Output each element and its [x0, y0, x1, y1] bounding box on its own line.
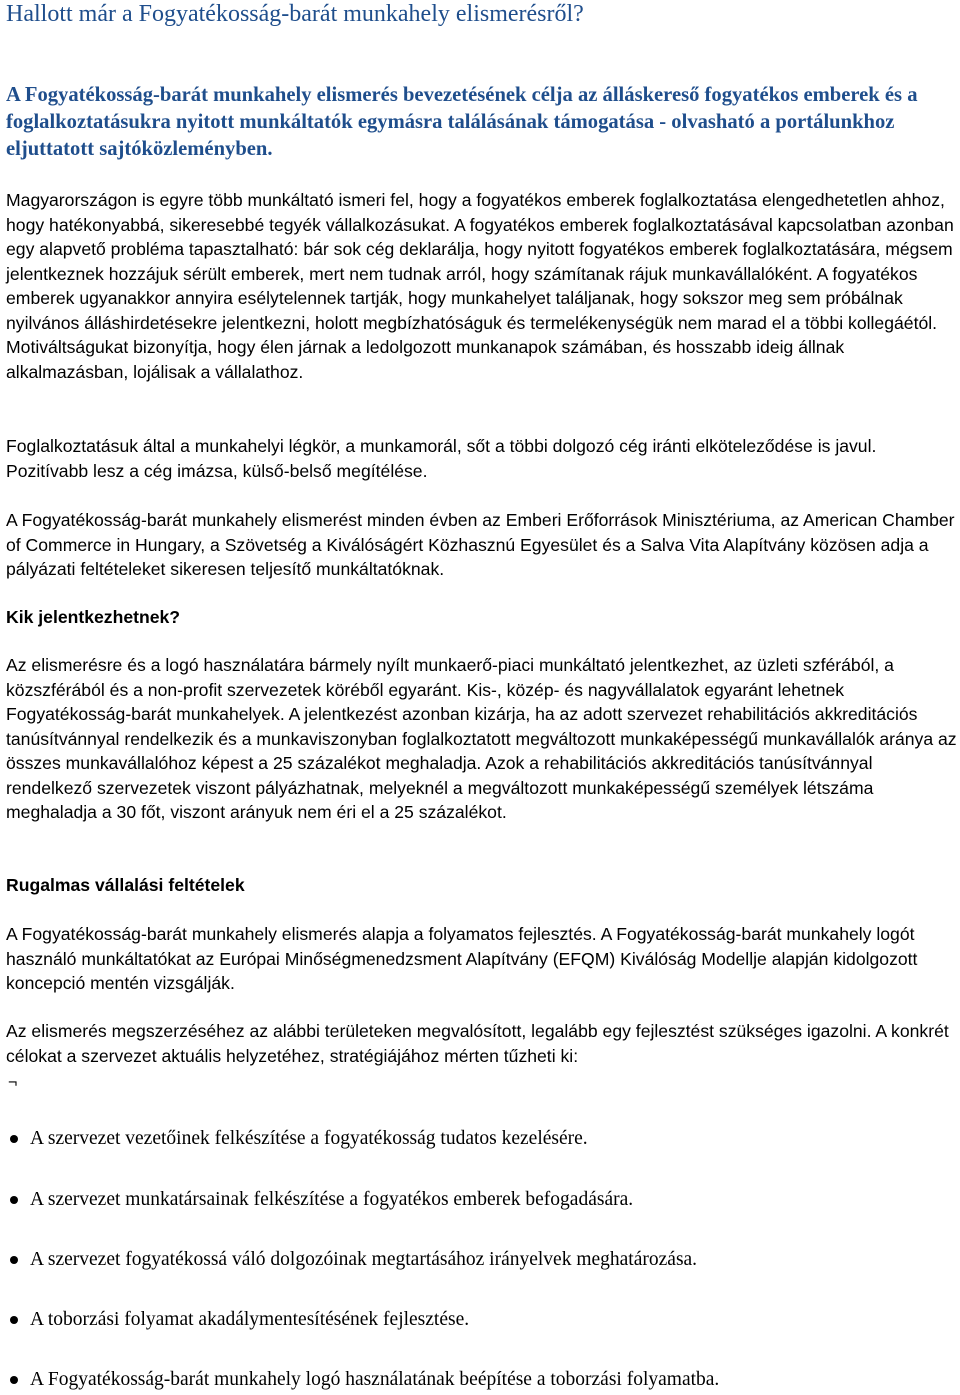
- paragraph-workplace-climate: Foglalkoztatásuk által a munkahelyi légkör, a munkamorál, sőt a többi dolgozó cég iránti elköteleződése is javul. Pozitívabb lesz a cég imázsa, külső-belső megítélése.: [6, 436, 877, 481]
- paragraph-award-givers: A Fogyatékosság-barát munkahely elismerést minden évben az Emberi Erőforrások Minisztériuma, az American Chamber of Commerce in Hungary, a Szövetség a Kiválóságért Közhasznú Egyesület és a Salva Vita Alapítvány közösen adja a pályázati feltételeket sikeresen teljesítő munkáltatóknak.: [6, 510, 955, 579]
- heading-who-can-apply: Kik jelentkezhetnek?: [6, 607, 181, 627]
- lead-paragraph: A Fogyatékosság-barát munkahely elismerés bevezetésének célja az álláskereső fogyatékos emberek és a foglalkoztatásukra nyitott munkáltatók egymásra találásának támogatása - olvasható a portálunkhoz eljuttatott sajtóközleményben.: [6, 84, 918, 160]
- bullet-dot-icon: [10, 1196, 18, 1204]
- list-item-text: A Fogyatékosság-barát munkahely logó használatának beépítése a toborzási folyamatba.: [30, 1369, 720, 1390]
- paragraph-employers: Magyarországon is egyre több munkáltató ismeri fel, hogy a fogyatékos emberek foglalkoztatása elengedhetetlen ahhoz, hogy hatékonyabbá, sikeresebbé tegyék vállalkozásukat. A fogyatékos emberek foglalkoztatásával kapcsolatban azonban egy alapvető probléma tapasztalható: bár sok cég deklarálja, hogy nyitott fogyatékos emberek foglalkoztatására, mégsem jelentkeznek hozzájuk sérült emberek, mert nem tudnak arról, hogy számítanak rájuk munkavállalóként. A fogyatékos emberek ugyanakkor annyira esélytelennek tartják, hogy munkahelyet találjanak, hogy sokszor meg sem próbálnak nyilvános álláshirdetésekre jelentkezni, holott megbízhatóságuk és termelékenységük nem marad el a többi kollegáétól. Motiváltságukat bizonyítja, hogy élen járnak a ledolgozott munkanapok számában, és hosszabb ideig állnak alkalmazásban, lojálisak a vállalathoz.: [6, 190, 954, 382]
- list-item-text: A szervezet fogyatékossá váló dolgozóinak megtartásához irányelvek meghatározása.: [30, 1249, 698, 1270]
- list-item-text: A szervezet vezetőinek felkészítése a fogyatékosság tudatos kezelésére.: [30, 1128, 588, 1149]
- bullet-dot-icon: [10, 1256, 18, 1264]
- list-item-text: A szervezet munkatársainak felkészítése a fogyatékos emberek befogadására.: [30, 1189, 634, 1210]
- page-title: Hallott már a Fogyatékosság-barát munkahely elismerésről?: [6, 1, 584, 27]
- paragraph-eligibility: Az elismerésre és a logó használatára bármely nyílt munkaerő-piaci munkáltató jelentkezhet, az üzleti szférából, a közszférából és a non-profit szervezetek köréből egyaránt. Kis-, közép- és nagyvállalatok egyaránt lehetnek Fogyatékosság-barát munkahelyek. A jelentkezést azonban kizárja, ha az adott szervezet rehabilitációs akkreditációs tanúsítvánnyal rendelkezik és a munkaviszonyban foglalkoztatott megváltozott munkaképességű munkavállalók aránya az összes munkavállalóhoz képest a 25 százalékot meghaladja. Azok a rehabilitációs akkreditációs tanúsítvánnyal rendelkező szervezetek viszont pályázhatnak, melyeknél a megváltozott munkaképességű személyek létszáma meghaladja a 30 főt, viszont arányuk nem éri el a 25 százalékot.: [6, 655, 957, 822]
- paragraph-requirements: Az elismerés megszerzéséhez az alábbi területeken megvalósított, legalább egy fejlesztést szükséges igazolni. A konkrét célokat a szervezet aktuális helyzetéhez, stratégiájához mérten tűzheti ki:: [6, 1021, 949, 1066]
- paragraph-development-basis: A Fogyatékosság-barát munkahely elismerés alapja a folyamatos fejlesztés. A Fogyatékosság-barát munkahely logót használó munkáltatókat az Európai Minőségmenedzsment Alapítvány (EFQM) Kiválóság Modellje alapján kidolgozott koncepció mentén vizsgálják.: [6, 924, 918, 993]
- heading-flexible-terms: Rugalmas vállalási feltételek: [6, 875, 245, 895]
- list-item-text: A toborzási folyamat akadálymentesítésének fejlesztése.: [30, 1309, 470, 1330]
- stray-symbol: ¬: [8, 1074, 18, 1091]
- bullet-dot-icon: [10, 1376, 18, 1384]
- bullet-dot-icon: [10, 1135, 18, 1143]
- bullet-dot-icon: [10, 1316, 18, 1324]
